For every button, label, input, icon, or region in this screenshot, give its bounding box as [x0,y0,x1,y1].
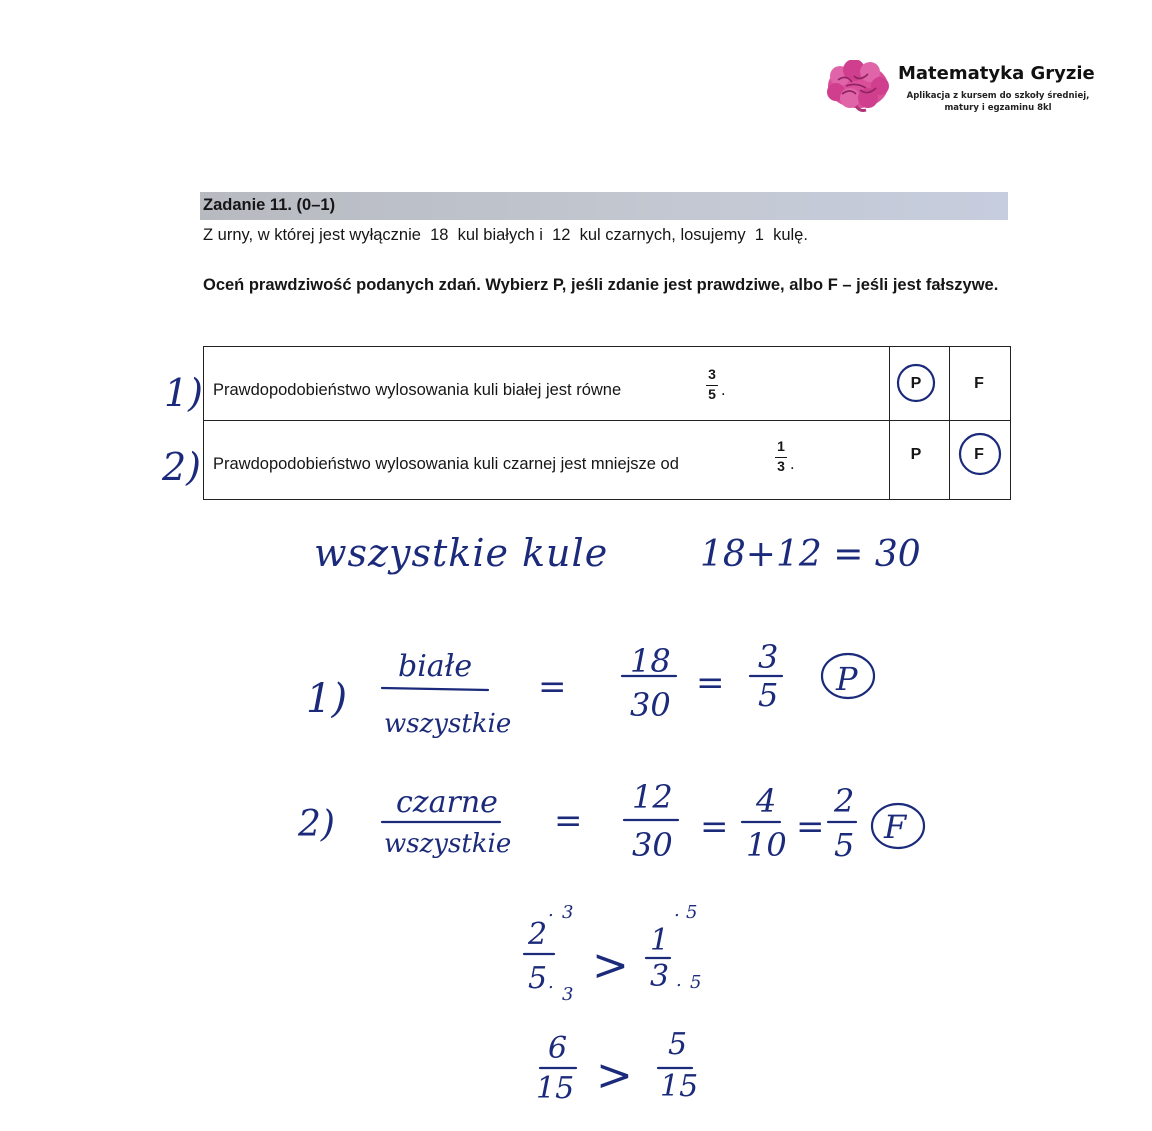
compare1-a-mult-den: 3 [562,984,574,1005]
task-text: Z urny, w której jest wyłącznie 18 kul białych i 12 kul czarnych, losujemy 1 kulę. [203,226,808,244]
compare2-a-den: 15 [536,1071,575,1106]
line2-f3-num: 2 [834,782,855,820]
statement-1-option-p[interactable]: P [910,375,922,392]
statement-1-fraction-numerator: 3 [708,366,716,382]
statement-2: Prawdopodobieństwo wylosowania kuli czarnej jest mniejsze od [213,455,679,473]
line2-f2-num: 4 [756,782,777,820]
compare1-b-mult-dot: . [674,900,680,921]
line1-eq: = [538,667,567,707]
compare1-b-mult-num: 5 [686,902,698,923]
compare1-b-mult-den: 5 [690,972,702,993]
logo-subtitle-line-2: matury i egzaminu 8kl [944,103,1052,113]
line1-eq2: = [696,663,725,703]
circle-answer-1-p [898,365,934,401]
compare1-a-mult-bottom-dot: . [548,972,554,993]
compare1-a-mult-top: . [548,900,554,921]
line2-label: 2) [298,804,335,845]
compare1-b-num: 1 [650,923,670,958]
line2-den: wszystkie [384,829,512,859]
line1-f2-den: 5 [758,676,779,714]
compare1-b-den: 3 [650,959,670,994]
statement-2-fraction-numerator: 1 [777,438,785,454]
logo-subtitle-line-1: Aplikacja z kursem do szkoły średniej, [906,91,1090,101]
total-label: wszystkie kule [314,531,609,575]
line1-f1-den: 30 [630,686,671,724]
line2-f1-num: 12 [632,778,673,816]
line2-eq3: = [796,807,825,847]
line1-verdict: P [836,660,858,698]
task-instruction: Oceń prawdziwość podanych zdań. Wybierz P, jeśli zdanie jest prawdziwe, albo F – jeśli jest fałszywe. [203,276,999,294]
statement-2-option-p[interactable]: P [910,446,922,463]
line2-f3-den: 5 [834,826,855,864]
statement-1-fraction-denominator: 5 [708,386,716,402]
statement-2-fraction-denominator: 3 [777,458,785,474]
compare1-b-mult-bottom-dot: . [676,970,682,991]
line2-f2-den: 10 [746,826,787,864]
line1-f2-num: 3 [758,638,779,676]
margin-mark-1: 1) [164,371,204,415]
compare1-a-mult-num: 3 [562,902,574,923]
compare2-b-num: 5 [668,1027,688,1062]
line1-f1-num: 18 [630,642,671,680]
line1-label: 1) [306,676,348,722]
total-expression: 18+12 = 30 [700,534,921,575]
line2-f1-den: 30 [632,826,673,864]
compare2-a-num: 6 [548,1031,568,1066]
statement-1: Prawdopodobieństwo wylosowania kuli białej jest równe [213,381,622,399]
compare2-sign: > [596,1050,633,1101]
task-title: Zadanie 11. (0–1) [203,196,336,214]
line1-den: wszystkie [384,709,512,739]
circle-answer-2-f [960,434,1000,474]
line2-eq: = [554,801,583,841]
compare1-a-den: 5 [528,961,548,996]
statement-1-period: . [721,381,726,399]
line2-verdict: F [884,808,907,846]
margin-mark-2: 2) [162,445,202,489]
line1-num: białe [398,649,473,684]
logo-title: Matematyka Gryzie [898,63,1095,84]
statement-1-option-f[interactable]: F [974,375,984,392]
line2-num: czarne [396,785,498,820]
line2-eq2: = [700,807,729,847]
line1-fraction-bar-1 [382,688,488,690]
statement-2-option-f[interactable]: F [974,446,984,463]
statement-2-period: . [790,455,795,473]
compare2-b-den: 15 [660,1069,699,1104]
compare1-a-num: 2 [528,917,548,952]
compare1-sign: > [592,940,629,991]
